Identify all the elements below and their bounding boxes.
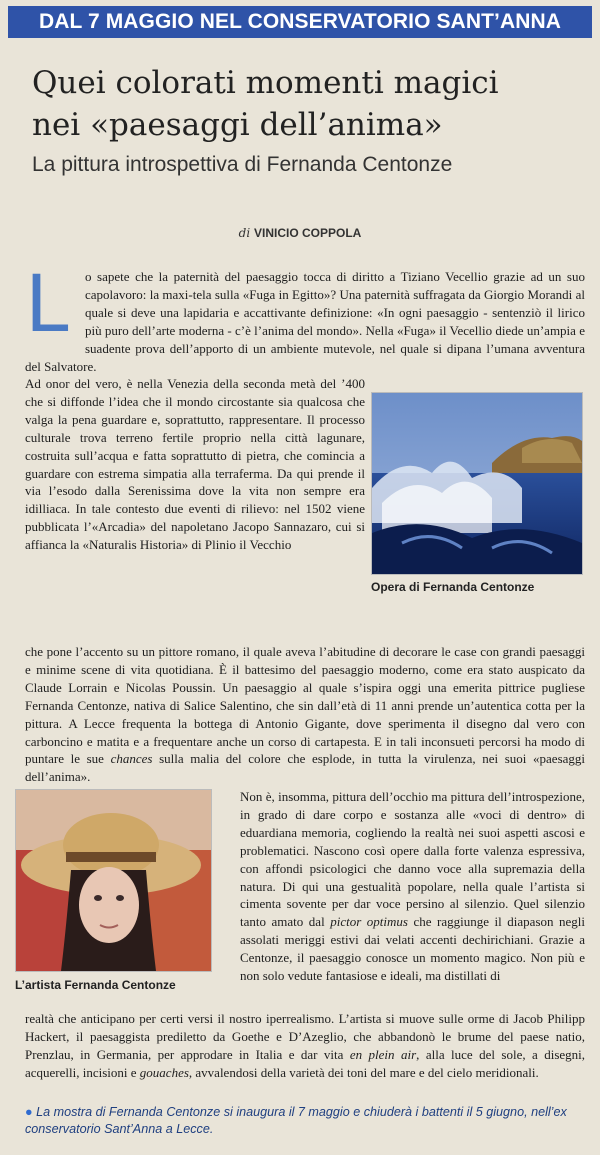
paragraph-2: Ad onor del vero, è nella Venezia della seconda metà del ’400 che si diffonde l’idea che il mondo circostante sia qualcosa che valga la pena guardare e, soprattutto, rappresentare. Il processo culturale trova terreno fertile proprio nella città lagunare, costruita sull’acqua e fatta soprattutto di pietra, che comincia a guardare con estrema simpatia alla terraferma. Da qui prende il via l’esodo dalla Serenissima dove la vita non sempre era idilliaca. In tale contesto due eventi di rilievo: nel 1502 viene pubblicata l’«Arcadia» del napoletano Jacopo Sannazaro, cui si affianca la «Naturalis Historia» di Plinio il Vecchio — [25, 376, 365, 553]
headline — [32, 62, 577, 146]
paragraph-5-italic-2: gouaches — [139, 1064, 189, 1080]
byline — [0, 226, 600, 240]
byline-author: VINICIO COPPOLA — [254, 226, 362, 240]
footnote — [25, 1104, 580, 1138]
drop-cap: L — [25, 260, 69, 350]
paragraph-4-text: Non è, insomma, pittura dell’occhio ma pittura dell’introspezione, in grado di dare corpo e sostanza alle «voci di dentro» di eduardiana memoria, cogliendo la realtà nei suoi aspetti ascosi e problematici. Nascono così opere dalla forte valenza espressiva, con affondi psicologici che danno voce alla supremazia della natura. Di qui una gestualità popolare, nella quale l’artista si cimenta sovente per dar voce persino al silenzio. Quel silenzio tanto amato dal — [240, 789, 585, 930]
byline-prefix: di — [238, 226, 251, 240]
section-banner: DAL 7 MAGGIO NEL CONSERVATORIO SANT’ANNA — [8, 6, 592, 38]
paragraph-5-italic-1: en plein air — [349, 1046, 417, 1062]
paragraph-4 — [240, 788, 585, 985]
paragraph-3-italic: chances — [110, 751, 153, 767]
headline-line-2: nei «paesaggi dell’anima» — [32, 107, 443, 143]
paragraph-4-end: che raggiunge il diapason negli assolati meriggi estivi dai velati accenti dechirichiani. Grazie a Centonze, il paesaggio conosce un momento magico. Non più e non solo vedute fantasiose e ideali, ma distillati di — [240, 914, 586, 984]
paragraph-5 — [25, 1010, 585, 1082]
portrait-caption: L’artista Fernanda Centonze — [15, 978, 176, 992]
article-body-end — [25, 1010, 585, 1082]
headline-line-1: Quei colorati momenti magici — [32, 65, 499, 101]
article-body-top — [25, 260, 585, 375]
article-body-full — [25, 643, 585, 786]
painting-caption: Opera di Fernanda Centonze — [371, 580, 535, 594]
paragraph-4-italic: pictor optimus — [330, 914, 408, 930]
bullet-icon: ● — [25, 1105, 33, 1119]
paragraph-5-mid: , alla luce del sole, a disegni, acquerelli, incisioni e — [25, 1046, 586, 1080]
paragraph-5-text: realtà che anticipano per certi versi il nostro iperrealismo. L’artista si muove sulle orme di Jacob Philipp Hackert, il paesaggista prediletto da Goethe e D’Azeglio, che abbandonò le brume del paese natio, Prenzlau, in Germania, per approdare in Italia e dar vita — [25, 1011, 585, 1062]
paragraph-5-end: , avvalendosi della varietà dei toni del mare e del cielo meridionali. — [188, 1064, 539, 1080]
woman-straw-hat-photo — [15, 789, 212, 972]
subheadline: La pittura introspettiva di Fernanda Centonze — [32, 153, 453, 176]
sea-waves-painting — [371, 392, 583, 575]
paragraph-3-end: sulla malia del colore che esplode, in tutta la virulenza, nei suoi «paesaggi dell’anima». — [25, 751, 586, 785]
paragraph-3-text: che pone l’accento su un pittore romano, il quale aveva l’abitudine di decorare le case con grandi paesaggi e minime scene di vita quotidiana. È il battesimo del paesaggio moderno, come era stato auspicato da Claude Lorrain e Nicolas Poussin. Un paesaggio al quale s’ispira oggi una emerita pittrice pugliese Fernanda Centonze, nativa di Salice Salentino, che sin dall’età di 11 anni prende un’autentica cotta per la pittura. A Lecce frequenta la bottega di Antonio Gigante, dove sperimenta il disegno dal vero con carboncino e matita e a frequentare anche un corso di cartapesta. E in tali inconsueti percorsi ha modo di puntare le sue — [25, 644, 585, 767]
paragraph-3 — [25, 643, 585, 786]
paragraph-1: o sapete che la paternità del paesaggio tocca di diritto a Tiziano Vecellio grazie ad un suo capolavoro: la maxi-tela sulla «Fuga in Egitto»? Una paternità suffragata da Giorgio Morandi al quale si deve una lapidaria e accattivante definizione: «In ogni paesaggio - sentenziò il lirico più puro dell’arte moderna - c’è l’anima del mondo». Nella «Fuga» il Vecellio diede un’ampia e suadente prova dell’apporto di un ambiente mutevole, nel quale si dipana l’umana avventura del Salvatore. — [25, 269, 585, 374]
footnote-text: La mostra di Fernanda Centonze si inaugura il 7 maggio e chiuderà i battenti il 5 giugno, nell’ex conservatorio Sant’Anna a Lecce. — [25, 1105, 567, 1136]
